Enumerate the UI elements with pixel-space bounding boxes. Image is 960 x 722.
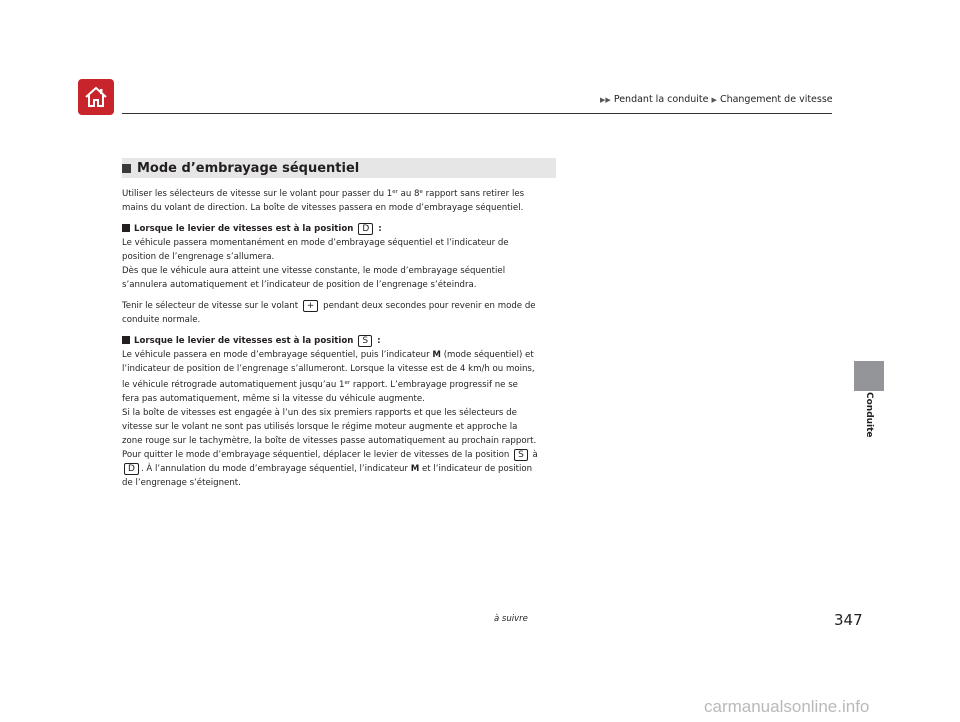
side-tab-marker <box>854 361 884 391</box>
chevron-right-icon: ▶ <box>711 96 717 104</box>
section-header <box>122 158 556 178</box>
m-indicator: M <box>410 464 420 474</box>
tenir-paragraph: Tenir le sélecteur de vitesse sur le volant + pendant deux secondes pour revenir en mode de conduite normale. <box>122 301 536 325</box>
square-bullet-icon <box>122 224 130 232</box>
continued-note: à suivre <box>494 614 528 624</box>
subheading-position-d: Lorsque le levier de vitesses est à la position D : <box>122 222 556 236</box>
intro-paragraph: Utiliser les sélecteurs de vitesse sur le volant pour passer du 1er au 8e rapport sans retirer les mains du volant de direction. La boîte de vitesses passera en mode d’embrayage séquentiel. <box>122 189 525 213</box>
home-button[interactable] <box>78 79 114 115</box>
square-bullet-icon <box>122 164 131 173</box>
position-d-paragraph: Le véhicule passera momentanément en mode d’embrayage séquentiel et l’indicateur de position de l’engrenage s’allumera. Dès que le véhicule aura atteint une vitesse constante, le mode d’embrayage séquentiel s’annulera automatiquement et l’indicateur de position de l’engrenage s’éteindra. <box>122 238 509 290</box>
home-icon <box>83 84 109 110</box>
side-tab-label[interactable]: Conduite <box>864 392 874 438</box>
breadcrumb-link-conduite[interactable]: Pendant la conduite <box>613 94 709 105</box>
square-bullet-icon <box>122 336 130 344</box>
gear-d-key-icon: D <box>358 223 373 235</box>
gear-s-key-icon: S <box>514 449 528 461</box>
header-divider <box>122 113 832 114</box>
subheading-position-s: Lorsque le levier de vitesses est à la position S : <box>122 334 556 348</box>
plus-key-icon: + <box>303 300 319 312</box>
chevron-right-icon: ▶▶ <box>600 96 611 104</box>
page-number: 347 <box>834 611 863 629</box>
breadcrumb-link-vitesse[interactable]: Changement de vitesse <box>719 94 833 105</box>
breadcrumb <box>600 94 833 105</box>
section-title: Mode d’embrayage séquentiel <box>137 160 360 176</box>
gear-s-key-icon: S <box>358 335 372 347</box>
m-indicator: M <box>432 350 441 360</box>
main-content <box>122 158 556 490</box>
watermark: carmanualsonline.info <box>704 697 870 716</box>
position-s-paragraph: Le véhicule passera en mode d’embrayage séquentiel, puis l’indicateur M (mode séquentiel) et l’indicateur de position de l’engrenage s’allumeront. Lorsque la vitesse est de 4 km/h ou moins, le véhicule rétrograde automatiquement jusqu’au 1er rapport. L’embrayage progressif ne se fera pas automatiquement, même si la vitesse du véhicule augmente. Si la boîte de vitesses est engagée à l’un des six premiers rapports et que les sélecteurs de vitesse sur le volant ne sont pas utilisés lorsque le régime moteur augmente et approche la zone rouge sur le tachymètre, la boîte de vitesses passe automatiquement au prochain rapport. Pour quitter le mode d’embrayage séquentiel, déplacer le levier de vitesses de la position S à D . À l’annulation du mode d’embrayage séquentiel, l’indicateur M et l’indicateur de position de l’engrenage s’éteignent. <box>122 350 538 488</box>
gear-d-key-icon: D <box>124 463 139 475</box>
